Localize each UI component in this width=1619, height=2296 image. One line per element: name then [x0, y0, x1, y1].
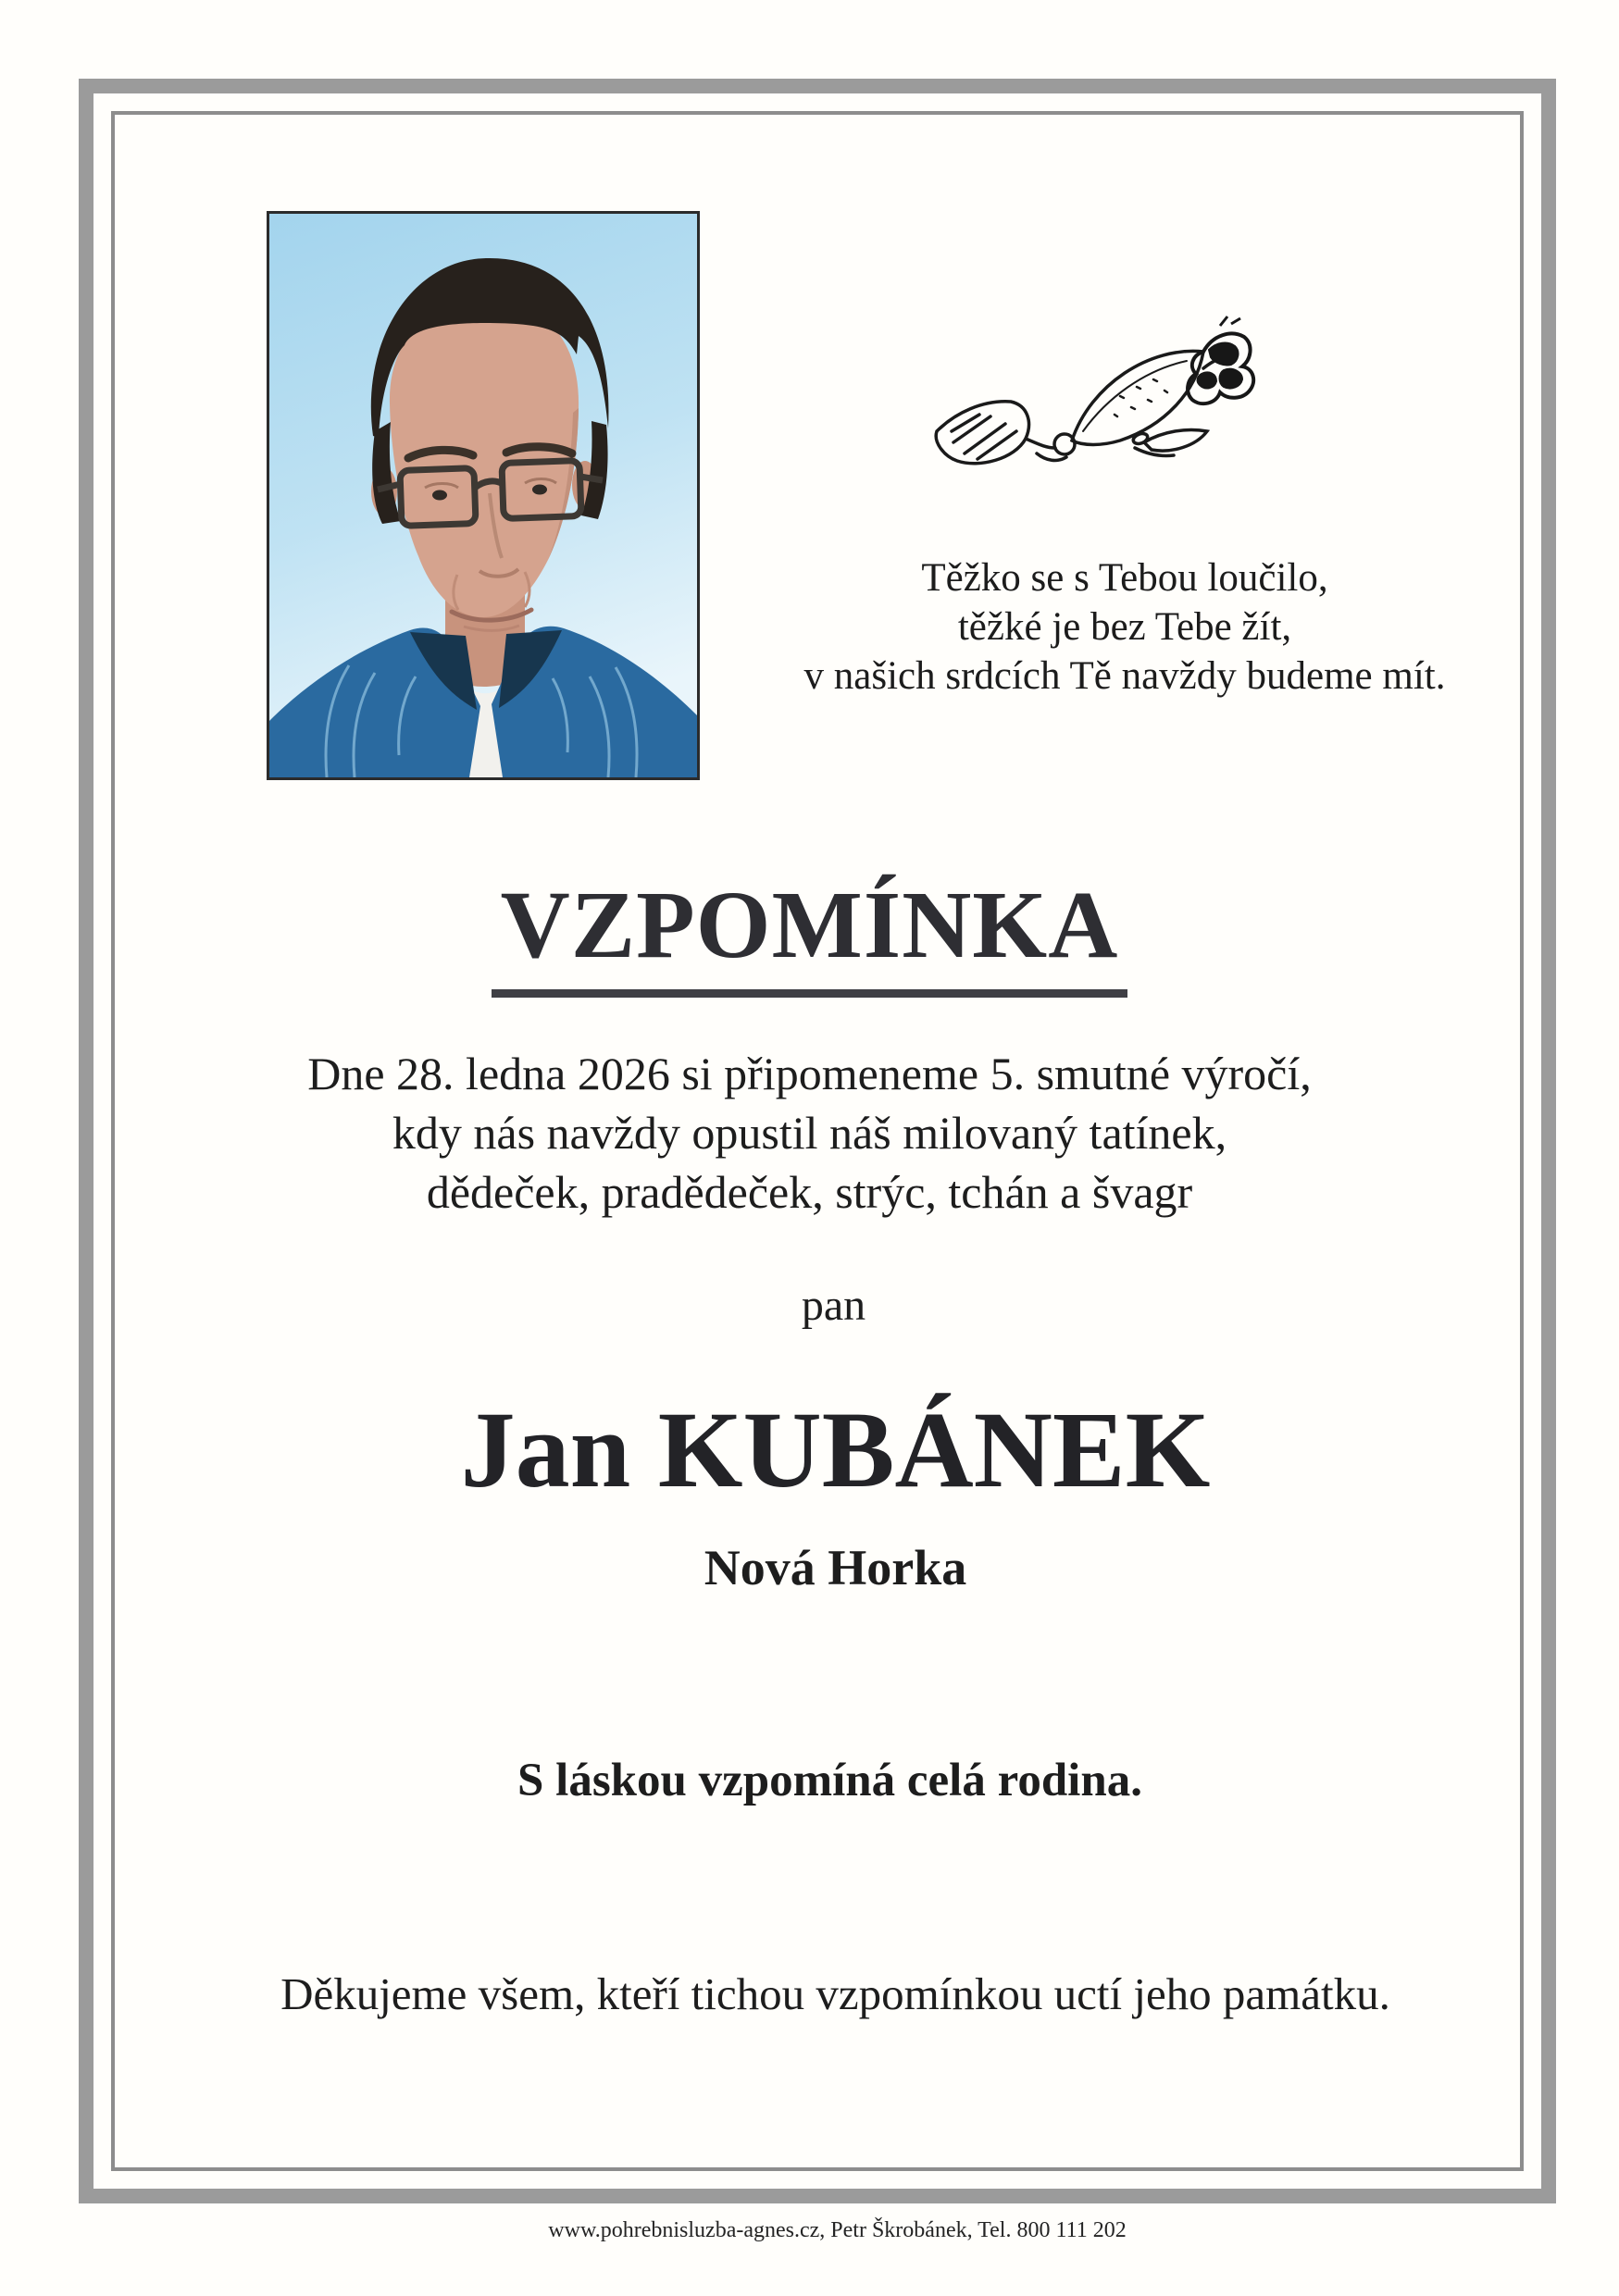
- poem-line: Těžko se s Tebou loučilo,: [921, 556, 1328, 600]
- announcement-line: kdy nás navždy opustil náš milovaný tatínek,: [392, 1107, 1227, 1159]
- announcement-line: dědeček, pradědeček, strýc, tchán a švagr: [426, 1166, 1193, 1218]
- rose-sketch-icon: [926, 313, 1259, 484]
- honorific: pan: [801, 1281, 866, 1330]
- card-title: VZPOMÍNKA: [492, 873, 1128, 998]
- announcement-line: Dne 28. ledna 2026 si připomeneme 5. smutné výročí,: [307, 1048, 1312, 1099]
- poem-line: těžké je bez Tebe žít,: [957, 605, 1292, 649]
- deceased-portrait-photo: [267, 211, 700, 780]
- family-remembrance-line: S láskou vzpomíná celá rodina.: [517, 1755, 1142, 1806]
- portrait-illustration: [269, 214, 697, 777]
- deceased-place: Nová Horka: [704, 1540, 967, 1595]
- poem-line: v našich srdcích Tě navždy budeme mít.: [803, 654, 1446, 698]
- funeral-service-footer: www.pohrebnisluzba-agnes.cz, Petr Škrobánek, Tel. 800 111 202: [548, 2218, 1127, 2242]
- card-title-wrap: [0, 873, 1619, 998]
- anniversary-announcement: [0, 1044, 1619, 1222]
- memorial-poem: [791, 553, 1458, 701]
- deceased-name: Jan KUBÁNEK: [460, 1389, 1211, 1510]
- thanks-line: Děkujeme všem, kteří tichou vzpomínkou uctí jeho památku.: [280, 1968, 1390, 2019]
